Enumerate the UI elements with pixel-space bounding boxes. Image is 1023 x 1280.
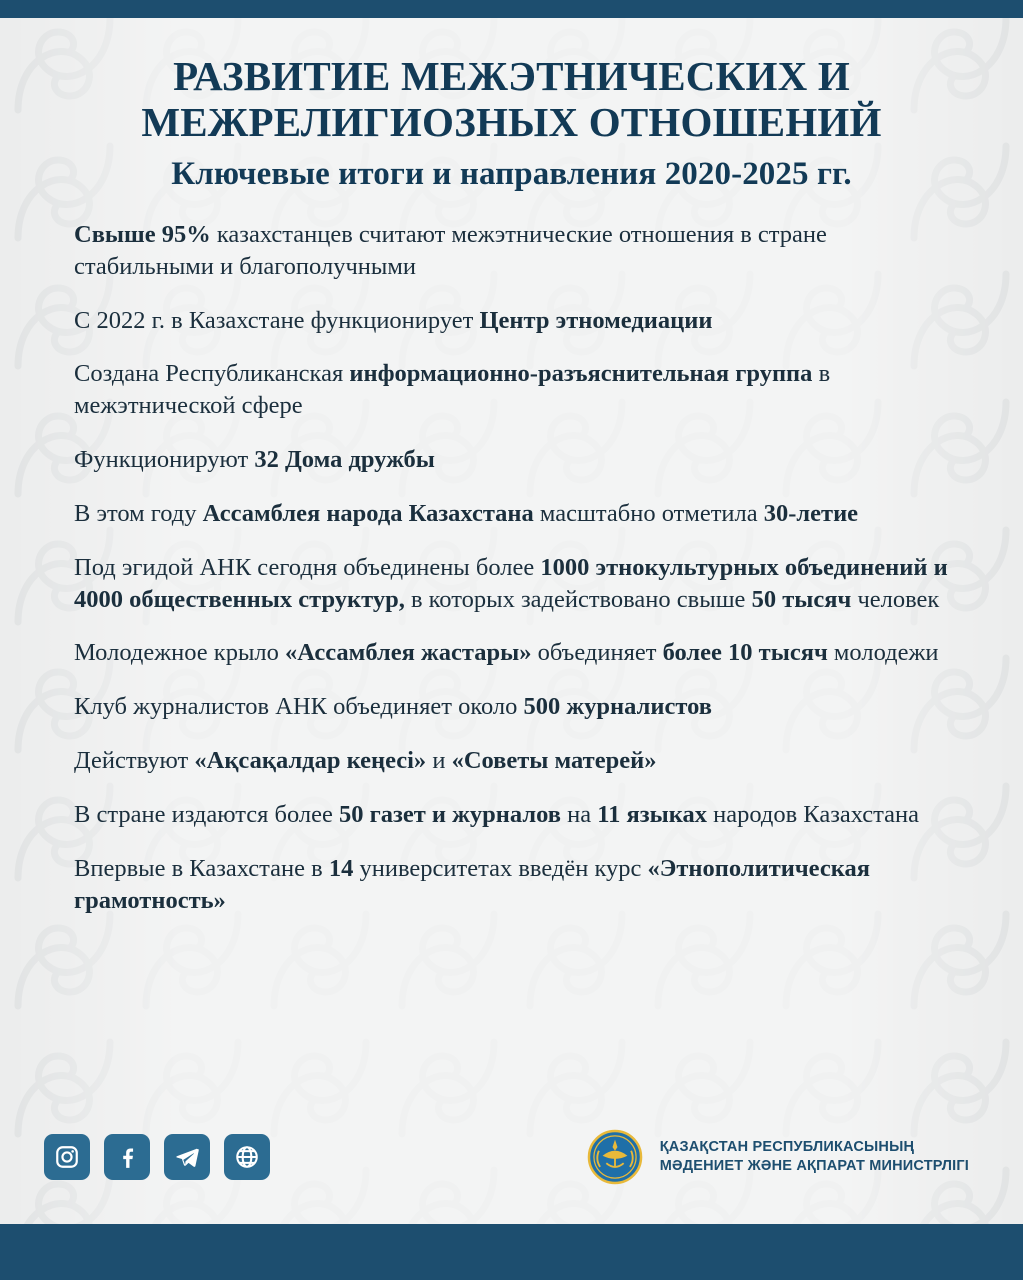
bullet-highlight: 500 журналистов — [523, 693, 712, 721]
bullet-item — [74, 853, 955, 917]
bullet-text: Создана Республиканская — [74, 360, 350, 388]
bullet-item — [74, 498, 955, 530]
bullet-item — [74, 637, 955, 669]
bullet-text: объединяет — [531, 639, 663, 667]
bullet-item — [74, 219, 955, 283]
title-block — [30, 0, 993, 193]
bullet-highlight: информационно-разъяснительная группа — [349, 360, 813, 388]
bullet-text: В этом году — [74, 499, 203, 527]
page-title-line-1: РАЗВИТИЕ МЕЖЭТНИЧЕСКИХ И — [173, 53, 850, 99]
bullet-text: Клуб журналистов АНК объединяет около — [74, 693, 524, 721]
bullet-highlight: «Этнополитическая грамотность» — [74, 854, 870, 914]
top-band — [0, 0, 1023, 18]
bullet-text: человек — [851, 585, 940, 613]
bullet-highlight: «Ассамблея жастары» — [285, 639, 532, 667]
footer — [0, 1126, 1023, 1188]
ministry-name-line-2: МӘДЕНИЕТ ЖӘНЕ АҚПАРАТ МИНИСТРЛІГІ — [659, 1158, 969, 1174]
bullet-item — [74, 552, 955, 616]
bullet-highlight: 11 языках — [597, 800, 707, 828]
page-title-line-2: МЕЖРЕЛИГИОЗНЫХ ОТНОШЕНИЙ — [141, 98, 882, 145]
facebook-icon[interactable] — [104, 1134, 150, 1180]
bullet-list — [30, 219, 993, 917]
bullet-highlight: более 10 тысяч — [662, 639, 828, 667]
bullet-item — [74, 444, 955, 476]
bullet-highlight: Ассамблея народа Казахстана — [202, 499, 534, 527]
bullet-text: В стране издаются более — [74, 800, 340, 828]
bullet-item — [74, 358, 955, 422]
bullet-text: Под эгидой АНК сегодня объединены более — [74, 553, 541, 581]
ministry-name — [660, 1138, 969, 1175]
bullet-item — [74, 691, 955, 723]
bullet-item — [74, 305, 955, 337]
bullet-text: Функционируют — [74, 446, 255, 474]
bullet-highlight: 50 тысяч — [751, 585, 852, 613]
bullet-text: в межэтнической сфере — [74, 360, 831, 420]
bullet-highlight: 50 газет и журналов — [339, 800, 561, 828]
bullet-text: казахстанцев считают межэтнические отношения в стране стабильными и благополучными — [74, 220, 827, 280]
bullet-highlight: 32 Дома дружбы — [254, 446, 435, 474]
social-links — [44, 1134, 270, 1180]
bullet-highlight: 1000 этнокультурных объединений и 4000 общественных структур, — [74, 553, 948, 613]
bullet-text: Действуют — [74, 747, 195, 775]
bullet-text: Впервые в Казахстане в — [74, 854, 329, 882]
ministry-name-line-1: ҚАЗАҚСТАН РЕСПУБЛИКАСЫНЫҢ — [659, 1139, 915, 1156]
bullet-text: масштабно отметила — [533, 499, 764, 527]
bullet-text: Молодежное крыло — [74, 639, 286, 667]
instagram-icon[interactable] — [44, 1134, 90, 1180]
telegram-icon[interactable] — [164, 1134, 210, 1180]
kazakhstan-emblem-icon — [584, 1126, 646, 1188]
bullet-text: и — [426, 747, 452, 775]
bullet-text: на — [560, 800, 598, 828]
bottom-band — [0, 1224, 1023, 1280]
ministry-brand — [584, 1126, 969, 1188]
bullet-highlight: 30-летие — [763, 499, 859, 527]
bullet-text: молодежи — [827, 639, 939, 667]
bullet-text: народов Казахстана — [706, 800, 920, 828]
bullet-item — [74, 799, 955, 831]
bullet-text: в которых задействовано свыше — [404, 585, 752, 613]
bullet-text: университетах введён курс — [353, 854, 648, 882]
bullet-highlight: «Ақсақалдар кеңесі» — [194, 747, 427, 775]
website-icon[interactable] — [224, 1134, 270, 1180]
page-subtitle: Ключевые итоги и направления 2020-2025 гг. — [171, 155, 852, 192]
bullet-text: С 2022 г. в Казахстане функционирует — [74, 306, 480, 334]
bullet-highlight: 14 — [328, 854, 354, 882]
bullet-highlight: «Советы матерей» — [451, 747, 657, 775]
bullet-highlight: Свыше 95% — [74, 220, 211, 248]
bullet-highlight: Центр этномедиации — [479, 306, 713, 334]
bullet-item — [74, 745, 955, 777]
